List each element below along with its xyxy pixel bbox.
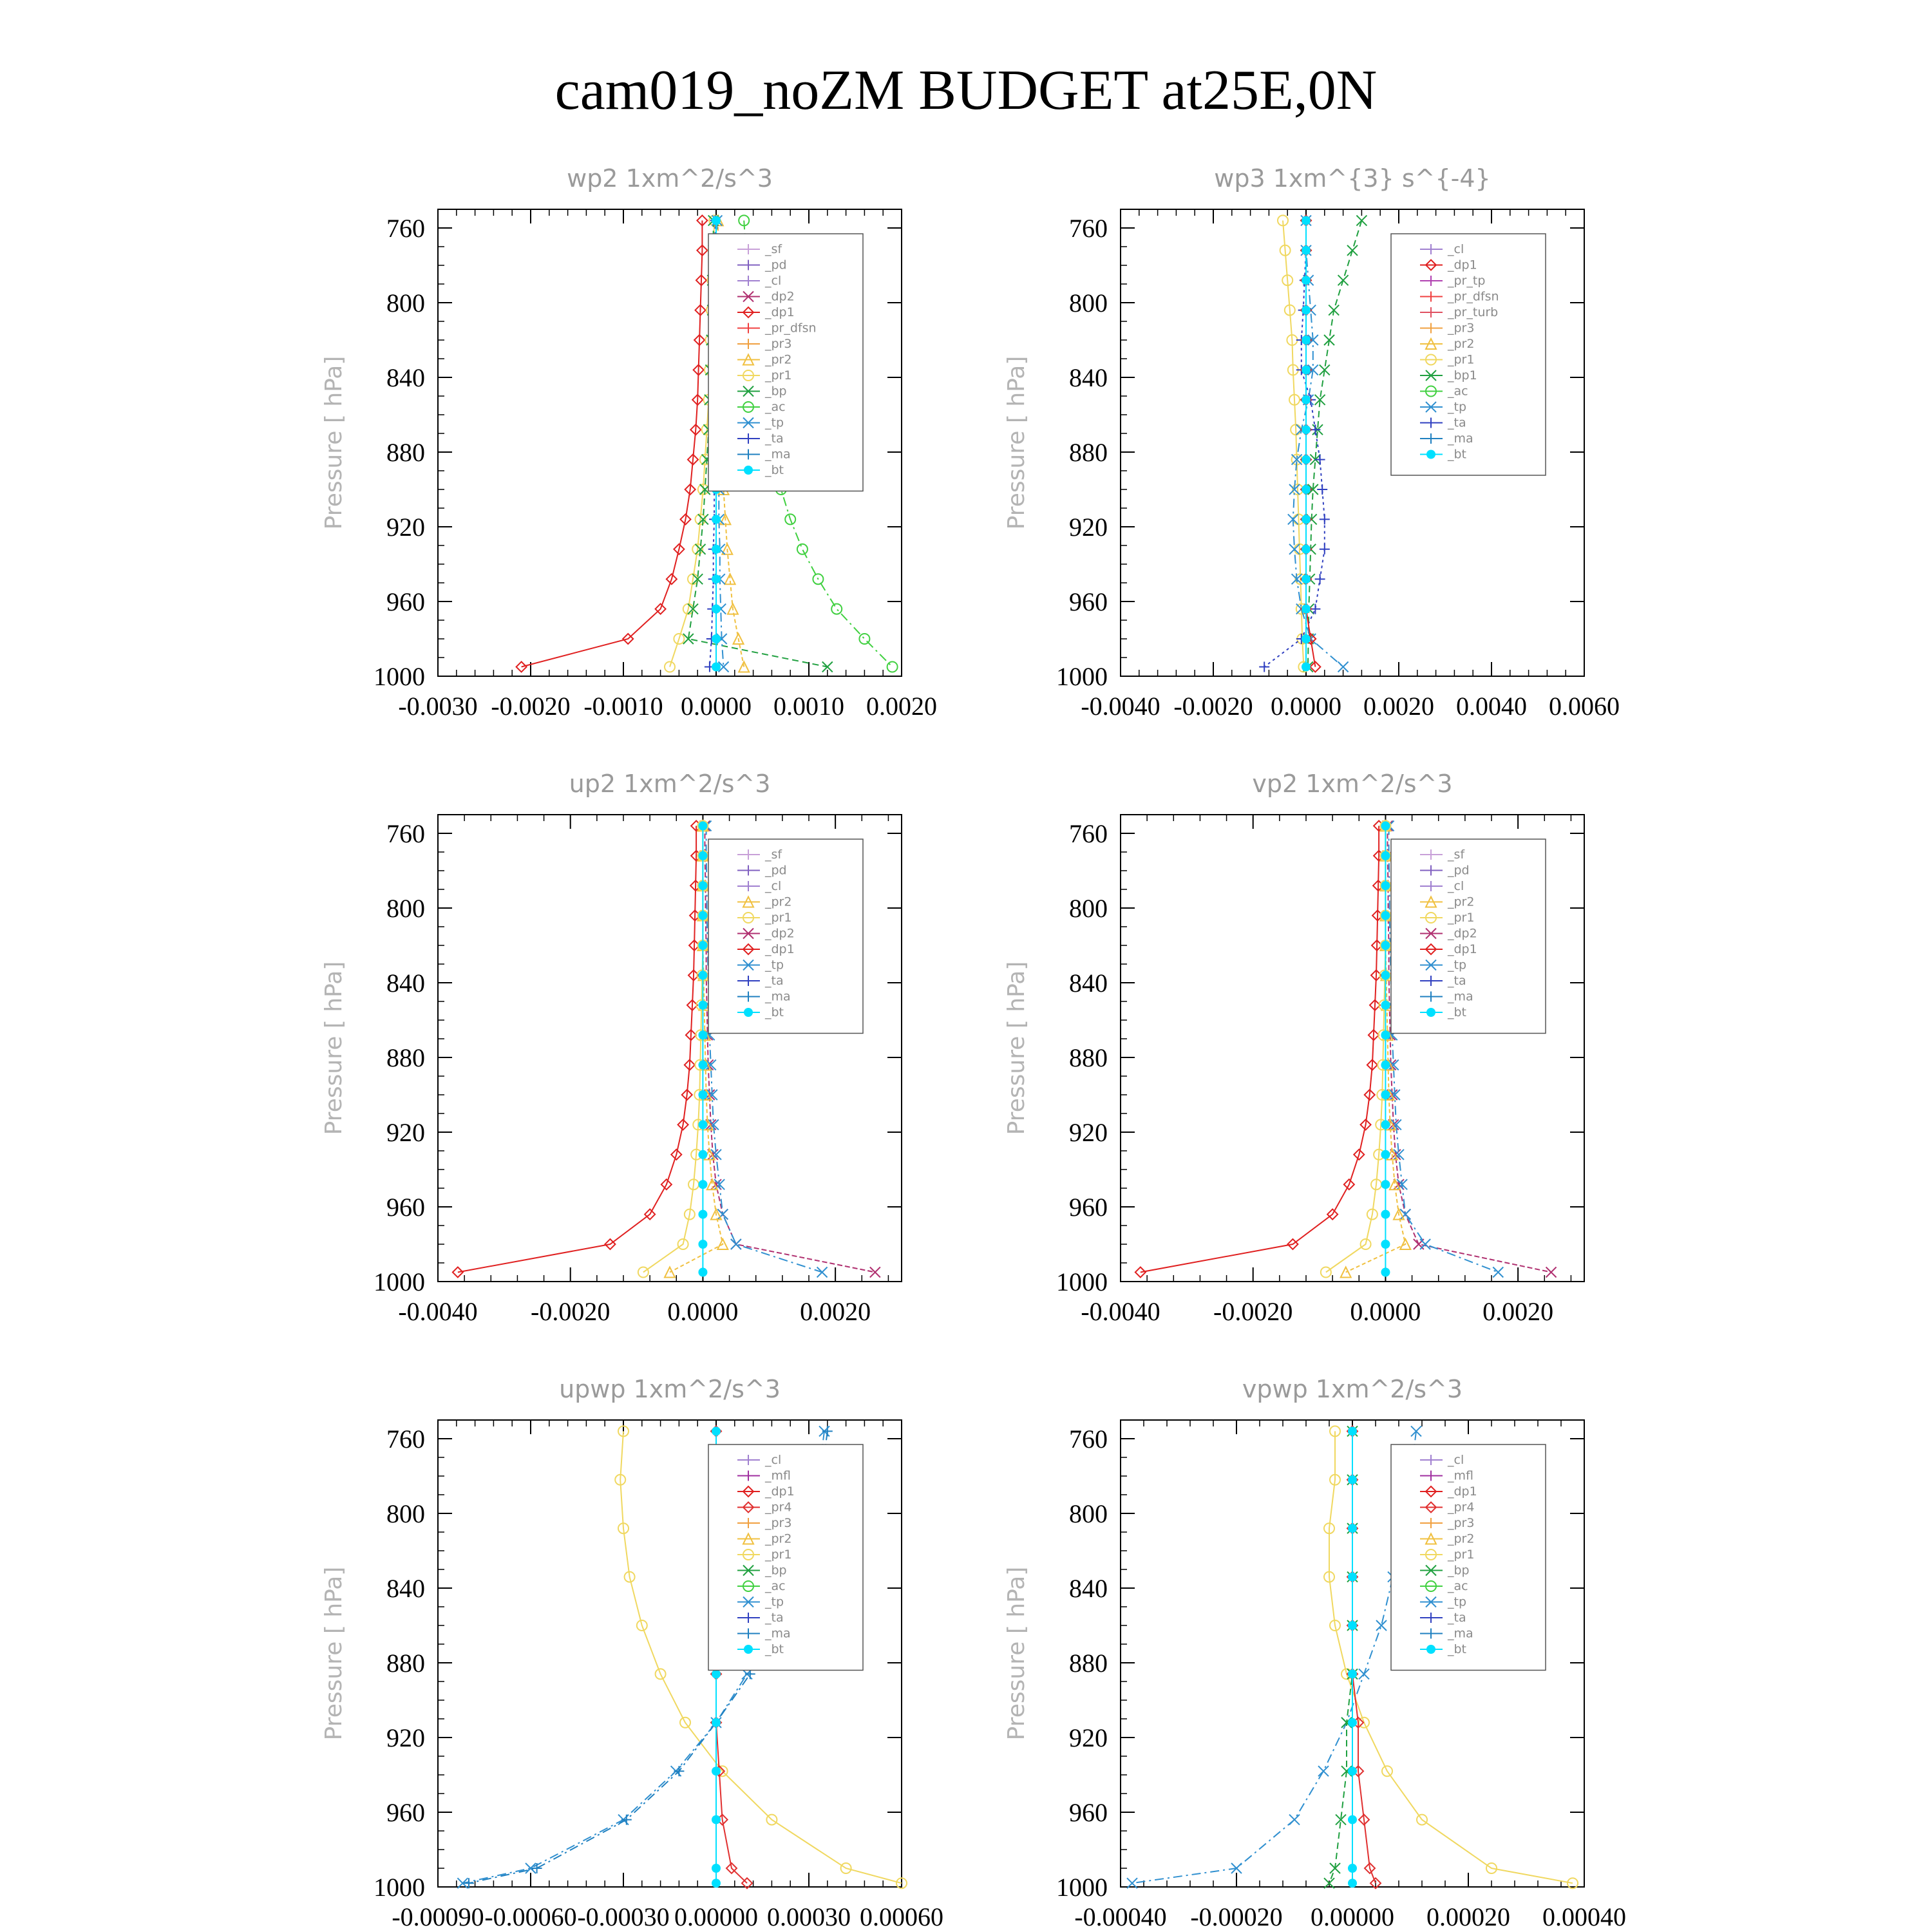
data-point [712,1815,721,1824]
legend-entry: _dp1 [1448,1484,1477,1499]
data-point [698,1210,707,1219]
series-line [1132,1431,1416,1883]
x-tick-label: 0.00030 [767,1902,851,1931]
data-point [712,515,721,524]
data-point [698,1268,707,1277]
data-point [1302,246,1311,255]
data-point [698,1150,707,1159]
x-tick-label: 0.0000 [667,1297,739,1326]
series-line [670,220,714,667]
data-point [1546,1267,1557,1278]
data-point [1348,1524,1357,1533]
legend-entry: _tp [765,415,784,430]
legend-entry: _ta [765,1611,784,1625]
figure-title: cam019_noZM BUDGET at25E,0N [554,59,1378,122]
x-tick-label: 0.0000 [1350,1297,1421,1326]
data-point [1302,216,1311,225]
data-point [1302,515,1311,524]
data-point [1302,574,1311,583]
y-tick-label: 760 [386,1425,425,1454]
data-point [797,544,808,554]
data-point [698,1030,707,1039]
x-tick-label: 0.00000 [1311,1902,1394,1931]
panel-3 [321,770,902,1326]
data-point [698,911,707,920]
legend-entry: _bt [1448,1005,1467,1019]
y-axis-label: Pressure [ hPa] [321,961,347,1135]
legend-entry: _pr1 [765,1548,792,1562]
legend-entry: _dp2 [765,926,795,941]
data-point [453,1267,463,1278]
y-tick-label: 960 [1069,587,1108,616]
legend-entry: _sf [1448,848,1465,862]
legend-entry: _bp [1448,1563,1470,1578]
y-axis-label: Pressure [ hPa] [321,355,347,530]
data-point [1348,1426,1357,1435]
x-tick-label: -0.00020 [1190,1902,1283,1931]
y-tick-label: 840 [1069,1574,1108,1603]
y-tick-label: 920 [386,513,425,542]
data-point [1302,634,1311,643]
legend-entry: _ta [765,431,784,446]
y-axis-label: Pressure [ hPa] [1003,961,1030,1135]
x-tick-label: -0.00040 [1074,1902,1167,1931]
data-point [1381,1268,1390,1277]
y-tick-label: 840 [1069,363,1108,392]
series-line [458,826,696,1272]
data-point [1302,395,1311,404]
x-tick-label: 0.00060 [860,1902,943,1931]
data-point [698,851,707,860]
x-tick-label: 0.00000 [674,1902,758,1931]
data-point [712,634,721,643]
y-tick-label: 880 [1069,438,1108,467]
y-tick-label: 760 [386,819,425,848]
legend [1391,839,1546,1034]
series-line [1326,826,1386,1272]
data-point [1348,1573,1357,1582]
data-point [1348,1621,1357,1630]
data-point [1302,663,1311,672]
y-tick-label: 840 [1069,969,1108,998]
data-point [887,662,898,672]
data-point [1347,245,1358,256]
panel-2 [1003,164,1620,721]
data-point [1381,1090,1390,1099]
data-point [712,1879,721,1888]
legend-entry: _pr1 [1448,1548,1475,1562]
legend-entry: _pr_dfsn [1448,289,1499,304]
panel-title: vpwp 1xm^2/s^3 [1242,1375,1463,1403]
legend-entry: _bp [765,1563,787,1578]
data-point [1302,485,1311,494]
data-point [698,1120,707,1129]
data-point [712,605,721,614]
data-point [1381,1210,1390,1219]
data-point [1302,605,1311,614]
legend-entry: _pr_tp [1448,274,1486,288]
x-tick-label: -0.00030 [577,1902,670,1931]
x-tick-label: 0.0000 [1271,692,1341,721]
x-tick-label: 0.0020 [1482,1297,1554,1326]
data-point [1348,1669,1357,1678]
y-tick-label: 1000 [374,662,425,691]
legend-entry: _dp2 [1448,926,1477,941]
y-tick-label: 960 [386,587,425,616]
y-tick-label: 960 [1069,1798,1108,1827]
y-tick-label: 1000 [374,1267,425,1296]
series-line [1306,220,1315,667]
data-point [1289,1815,1300,1825]
data-point [731,1239,741,1249]
x-tick-label: 0.0020 [1363,692,1434,721]
data-point [1381,1150,1390,1159]
x-tick-label: -0.0020 [491,692,571,721]
data-point [1381,971,1390,980]
series-dp1 [1135,820,1384,1277]
panel-title: wp3 1xm^{3} s^{-4} [1214,164,1491,193]
y-tick-label: 800 [386,894,425,923]
series-bt [1348,1426,1357,1888]
y-tick-label: 840 [386,969,425,998]
legend-entry: _pr3 [765,337,792,351]
legend [708,1444,863,1671]
y-tick-label: 880 [386,438,425,467]
y-tick-label: 920 [1069,1118,1108,1147]
data-point [1381,1030,1390,1039]
legend-marker [1426,1645,1435,1654]
y-tick-label: 920 [1069,513,1108,542]
panel-6 [1003,1375,1626,1931]
data-point [1381,1001,1390,1010]
data-point [1321,1267,1331,1278]
x-tick-label: 0.0020 [866,692,937,721]
data-point [831,604,842,614]
series-line [643,826,703,1272]
legend-entry: _ma [765,447,791,462]
data-point [712,1766,721,1776]
y-tick-label: 760 [386,214,425,243]
data-point [712,216,721,225]
data-point [698,1240,707,1249]
series-ta [1259,215,1330,672]
panel-title: upwp 1xm^2/s^3 [559,1375,781,1403]
y-tick-label: 760 [1069,819,1108,848]
y-tick-label: 1000 [1056,662,1108,691]
y-tick-label: 920 [386,1723,425,1752]
data-point [1381,821,1390,830]
data-point [698,881,707,890]
legend-entry: _cl [1448,1453,1464,1467]
legend-entry: _tp [1448,1595,1467,1609]
data-point [1338,275,1349,285]
y-tick-label: 800 [1069,1499,1108,1528]
data-point [1289,544,1300,554]
x-tick-label: 0.0000 [681,692,752,721]
data-point [1302,306,1311,315]
legend-entry: _sf [765,242,782,256]
legend-entry: _pr3 [1448,1516,1475,1530]
legend-entry: _sf [765,848,782,862]
data-point [1320,514,1330,524]
panel-4 [1003,770,1584,1326]
legend-entry: _ta [765,974,784,988]
y-tick-label: 800 [1069,289,1108,317]
data-point [1348,1718,1357,1727]
data-point [870,1267,880,1278]
legend-entry: _bp [765,384,787,399]
y-tick-label: 760 [1069,214,1108,243]
data-point [1302,336,1311,345]
data-point [1381,1180,1390,1189]
legend-entry: _tp [765,958,784,972]
data-point [1381,911,1390,920]
legend-entry: _ac [1448,1579,1468,1593]
legend-entry: _ma [1448,989,1473,1004]
x-tick-label: 0.0020 [800,1297,871,1326]
y-tick-label: 920 [1069,1723,1108,1752]
data-point [1302,425,1311,434]
legend [1391,1444,1546,1671]
x-tick-label: -0.0040 [398,1297,478,1326]
legend-entry: _bt [1448,447,1467,462]
data-point [1348,1864,1357,1873]
x-tick-label: -0.00060 [484,1902,577,1931]
data-point [698,1001,707,1010]
legend [708,234,863,491]
data-point [817,1267,828,1278]
x-tick-label: -0.0020 [531,1297,611,1326]
x-tick-label: -0.0020 [1213,1297,1293,1326]
data-point [698,941,707,950]
legend-entry: _pd [765,258,787,272]
data-point [1302,545,1311,554]
legend-entry: _pr4 [1448,1500,1475,1515]
y-tick-label: 880 [386,1043,425,1072]
legend-entry: _dp1 [765,305,795,319]
y-axis-label: Pressure [ hPa] [1003,355,1030,530]
data-point [712,1864,721,1873]
legend-entry: _ma [1448,431,1473,446]
legend [1391,234,1546,475]
legend-entry: _cl [765,1453,782,1467]
data-point [712,1426,721,1435]
data-point [1348,1475,1357,1484]
data-point [1302,365,1311,374]
legend-entry: _pr3 [1448,321,1475,336]
legend-entry: _pr2 [765,895,792,909]
data-point [1320,544,1330,554]
legend-entry: _bt [765,463,784,477]
panel-title: vp2 1xm^2/s^3 [1252,770,1453,798]
legend-entry: _mfl [765,1468,791,1483]
legend-entry: _ma [1448,1626,1473,1641]
legend-marker [744,1008,753,1017]
data-point [698,1061,707,1070]
data-point [1348,1879,1357,1888]
legend-entry: _bt [765,1005,784,1019]
legend-entry: _pr4 [765,1500,792,1515]
series-tp [1127,1426,1421,1888]
legend-entry: _pr1 [1448,911,1475,925]
legend-entry: _pr1 [765,911,792,925]
y-tick-label: 1000 [1056,1267,1108,1296]
y-tick-label: 960 [386,1193,425,1222]
data-point [698,971,707,980]
x-tick-label: 0.0040 [1456,692,1527,721]
legend-marker [744,1645,753,1654]
panel-1 [321,164,937,721]
legend-entry: _ac [765,400,786,414]
legend-entry: _ac [1448,384,1468,399]
data-point [698,821,707,830]
legend-entry: _ta [1448,1611,1466,1625]
legend-entry: _pd [1448,863,1470,878]
y-tick-label: 960 [1069,1193,1108,1222]
y-tick-label: 1000 [1056,1873,1108,1902]
series-line [522,220,703,667]
legend-entry: _pr_turb [1448,305,1499,319]
x-tick-label: 0.00020 [1426,1902,1510,1931]
data-point [698,1090,707,1099]
legend-entry: _tp [1448,958,1467,972]
legend-entry: _dp1 [1448,942,1477,956]
data-point [638,1267,649,1278]
data-point [1381,1061,1390,1070]
series-line [1293,220,1343,667]
legend-entry: _dp1 [1448,258,1477,272]
y-tick-label: 800 [386,289,425,317]
y-axis-label: Pressure [ hPa] [1003,1566,1030,1741]
data-point [1493,1267,1503,1278]
data-point [1259,662,1269,672]
y-tick-label: 840 [386,1574,425,1603]
x-tick-label: 0.0010 [773,692,844,721]
legend-entry: _dp2 [765,289,795,304]
x-tick-label: 0.00040 [1542,1902,1626,1931]
legend-entry: _pr2 [765,352,792,367]
y-tick-label: 920 [386,1118,425,1147]
panel-title: wp2 1xm^2/s^3 [567,164,773,193]
y-axis-label: Pressure [ hPa] [321,1566,347,1741]
data-point [1348,1766,1357,1776]
legend-marker [1426,1008,1435,1017]
panel-5 [321,1375,943,1931]
legend-entry: _pr3 [765,1516,792,1530]
y-tick-label: 880 [386,1649,425,1678]
data-point [1381,941,1390,950]
series-line [1141,826,1379,1272]
x-tick-label: -0.0040 [1081,692,1160,721]
legend-entry: _ta [1448,415,1466,430]
data-point [1317,484,1327,495]
data-point [1381,881,1390,890]
legend-entry: _bp1 [1448,368,1477,383]
data-point [1302,276,1311,285]
y-tick-label: 840 [386,363,425,392]
y-tick-label: 1000 [374,1873,425,1902]
legend-entry: _ta [1448,974,1466,988]
data-point [1315,455,1325,465]
data-point [1318,1766,1329,1776]
series-line [1264,220,1325,667]
data-point [1381,851,1390,860]
legend-entry: _pr2 [765,1531,792,1546]
series-dp1 [453,820,701,1277]
legend-entry: _mfl [1448,1468,1473,1483]
data-point [1381,1240,1390,1249]
legend-entry: _pr2 [1448,895,1475,909]
data-point [698,1180,707,1189]
data-point [1302,455,1311,464]
legend-entry: _pd [765,863,787,878]
y-tick-label: 880 [1069,1043,1108,1072]
legend-entry: _pr2 [1448,1531,1475,1546]
y-tick-label: 880 [1069,1649,1108,1678]
legend [708,839,863,1034]
y-tick-label: 800 [1069,894,1108,923]
data-point [1381,1120,1390,1129]
legend-entry: _cl [1448,879,1464,893]
x-tick-label: -0.0040 [1081,1297,1160,1326]
x-tick-label: -0.0020 [1173,692,1253,721]
legend-entry: _ma [765,989,791,1004]
y-tick-label: 760 [1069,1425,1108,1454]
y-tick-label: 800 [386,1499,425,1528]
legend-marker [744,466,753,475]
data-point [532,1863,542,1873]
data-point [1359,1669,1369,1679]
panel-title: up2 1xm^2/s^3 [569,770,771,798]
legend-entry: _cl [1448,242,1464,256]
legend-entry: _pr_dfsn [765,321,817,336]
legend-entry: _cl [765,879,782,893]
data-point [1356,215,1367,225]
data-point [1135,1267,1146,1278]
legend-entry: _ac [765,1579,786,1593]
y-tick-label: 960 [386,1798,425,1827]
series-dp1 [516,215,708,672]
legend-entry: _dp1 [765,942,795,956]
legend-entry: _tp [1448,400,1467,414]
legend-entry: _dp1 [765,1484,795,1499]
legend-entry: _pr2 [1448,337,1475,351]
data-point [712,545,721,554]
legend-entry: _ma [765,1626,791,1641]
x-tick-label: -0.0030 [398,692,478,721]
data-point [1315,574,1325,584]
data-point [712,1669,721,1678]
data-point [1348,1815,1357,1824]
legend-entry: _tp [765,1595,784,1609]
data-point [1376,1620,1387,1631]
x-tick-label: -0.0010 [583,692,663,721]
data-point [712,1718,721,1727]
legend-entry: _pr1 [1448,352,1475,367]
legend-entry: _pr1 [765,368,792,383]
series-line [1308,220,1361,667]
x-tick-label: -0.00090 [392,1902,484,1931]
x-tick-label: 0.0060 [1549,692,1620,721]
data-point [859,634,869,644]
data-point [712,663,721,672]
legend-entry: _bt [765,1642,784,1656]
legend-entry: _cl [765,274,782,288]
legend-entry: _bt [1448,1642,1467,1656]
data-point [712,574,721,583]
legend-marker [1426,450,1435,459]
